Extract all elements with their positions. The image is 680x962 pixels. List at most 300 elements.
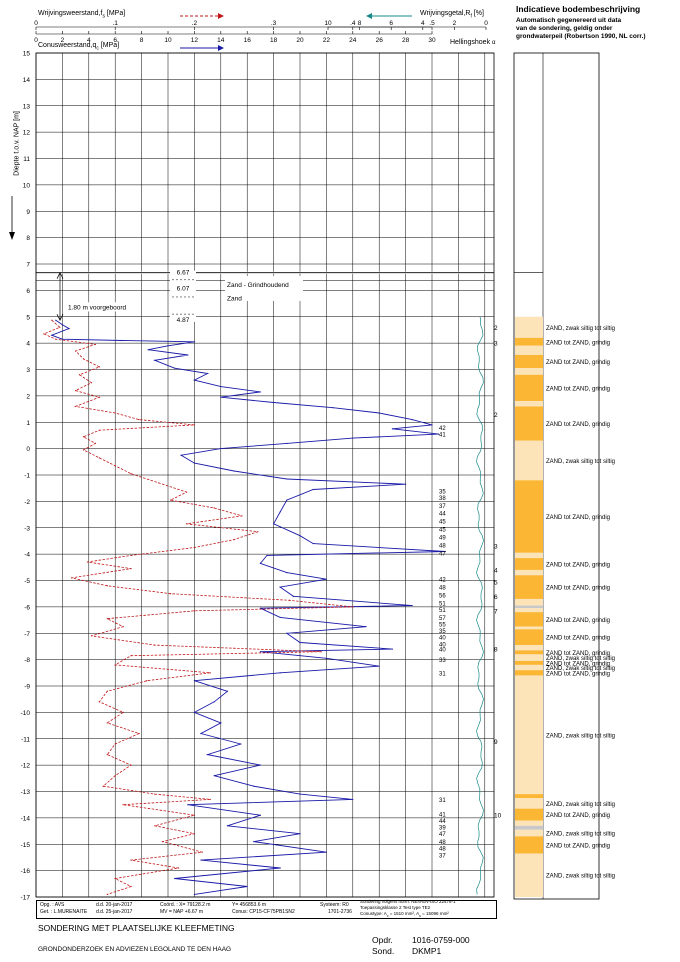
friction-point xyxy=(194,547,195,548)
cone-point xyxy=(286,443,287,444)
friction-axis-title: $Wrijvingsweerstand,f_s$ [MPa] xyxy=(38,10,126,20)
cone-point xyxy=(280,617,281,618)
soil-layer-label: ZAND tot ZAND, grindig xyxy=(546,650,611,657)
friction-point xyxy=(51,320,52,321)
cone-point xyxy=(293,596,294,597)
friction-tick-label: .1 xyxy=(112,20,118,27)
depth-tick-label: -16 xyxy=(20,868,30,876)
cone-point xyxy=(260,651,261,652)
friction-point xyxy=(214,507,215,508)
cone-tick-label: 30 xyxy=(428,37,436,44)
cone-point xyxy=(352,799,353,800)
soil-layer-label: ZAND tot ZAND, grindig xyxy=(546,360,611,367)
soil-layer-silt xyxy=(515,553,543,558)
inclination-label: 7 xyxy=(494,608,498,616)
friction-point xyxy=(83,449,84,450)
friction-point xyxy=(107,691,108,692)
clipped-value-label: 35 xyxy=(439,629,446,636)
cone-point xyxy=(194,680,195,681)
depth-axis-label: Diepte t.o.v. NAP [m] xyxy=(13,111,21,176)
soil-layer-sand xyxy=(515,629,543,645)
cone-point xyxy=(220,397,221,398)
friction-point xyxy=(178,867,179,868)
friction-tick-label: .3 xyxy=(270,20,277,27)
friction-point xyxy=(130,859,131,860)
footer-coord: Coörd. : X= 79128.2 m xyxy=(160,902,211,908)
friction-point xyxy=(59,327,60,328)
friction-point xyxy=(75,406,76,407)
depth-tick-label: 5 xyxy=(26,314,30,322)
sond-value: DKMP1 xyxy=(412,946,442,956)
clipped-value-label: 56 xyxy=(439,593,446,600)
cone-point xyxy=(260,765,261,766)
cone-tick-label: 0 xyxy=(34,37,38,44)
depth-tick-label: 3 xyxy=(26,367,30,374)
friction-point xyxy=(352,606,353,607)
clipped-value-label: 55 xyxy=(439,622,446,629)
norm-as-sub: s xyxy=(419,913,421,918)
cone-point xyxy=(299,833,300,834)
alpha-symbol: α xyxy=(492,40,496,46)
friction-point xyxy=(99,430,100,431)
clipped-value-label: 40 xyxy=(439,647,446,654)
cone-point xyxy=(286,478,287,479)
friction-tick-label: .4 xyxy=(350,20,356,27)
soil-layer-sand xyxy=(515,794,543,798)
cone-point xyxy=(379,412,380,413)
predrill-label: 1.80 m voorgeboord xyxy=(68,304,127,312)
ratio-tick-label: 0 xyxy=(484,20,488,27)
cone-point xyxy=(412,419,413,420)
clipped-value-label: 48 xyxy=(439,840,446,847)
depth-tick-label: -8 xyxy=(24,657,30,665)
depth-arrow-head xyxy=(9,232,15,240)
ratio-tick-label: 4 xyxy=(420,20,425,27)
inclination-label: 3 xyxy=(494,543,498,551)
soil-layer-silt xyxy=(515,401,543,406)
cone-point xyxy=(260,608,261,609)
friction-point xyxy=(130,765,131,766)
clipped-value-label: 48 xyxy=(439,846,446,853)
friction-point xyxy=(186,492,187,493)
inclination-label: 2 xyxy=(494,324,498,332)
cone-point xyxy=(392,648,393,649)
friction-point xyxy=(257,531,258,532)
friction-point xyxy=(202,852,203,853)
friction-point xyxy=(55,339,56,340)
friction-point xyxy=(210,799,211,800)
footer-conus: Conus: CP15-CF75PB1SN2 xyxy=(232,909,295,915)
soil-layer-silt xyxy=(515,346,543,355)
friction-point xyxy=(87,561,88,562)
cone-point xyxy=(187,804,188,805)
friction-point xyxy=(123,626,124,627)
footer-systeem: Systeem: R0 xyxy=(320,902,349,908)
level-label-low: 4.87 xyxy=(176,317,190,325)
clipped-value-label: 37 xyxy=(439,853,446,860)
friction-point xyxy=(123,712,124,713)
soil-layer-label: ZAND tot ZAND, grindig xyxy=(546,843,611,850)
depth-tick-label: 13 xyxy=(22,103,30,111)
clipped-value-label: 41 xyxy=(439,432,446,439)
clipped-value-label: 44 xyxy=(439,511,446,518)
friction-point xyxy=(103,786,104,787)
friction-point xyxy=(186,523,187,524)
friction-point xyxy=(194,833,195,834)
clipped-value-label: 45 xyxy=(439,519,446,526)
cone-point xyxy=(299,642,300,643)
friction-point xyxy=(99,457,100,458)
clipped-value-label: 33 xyxy=(439,658,446,665)
cone-point xyxy=(181,455,182,456)
footer-dd2: d.d. 25-jan-2017 xyxy=(96,909,133,915)
cone-point xyxy=(214,775,215,776)
inclination-label: 6 xyxy=(494,593,498,601)
friction-point xyxy=(115,878,116,879)
soil-layer-silt xyxy=(515,830,543,837)
cone-point xyxy=(174,878,175,879)
footer-norm1: Sondering volgens norm: NEN-EN-ISO 22476-1 xyxy=(360,899,456,904)
cone-point xyxy=(280,867,281,868)
clipped-value-label: 40 xyxy=(439,635,446,642)
cone-point xyxy=(286,633,287,634)
depth-tick-label: 6 xyxy=(26,287,30,295)
friction-tick-label: .5 xyxy=(429,20,435,27)
friction-tick-label: 0 xyxy=(34,20,38,27)
cone-sub: c xyxy=(96,45,99,52)
friction-point xyxy=(99,397,100,398)
cone-tick-label: 2 xyxy=(60,37,65,44)
depth-tick-label: -4 xyxy=(24,551,30,559)
cone-point xyxy=(280,511,281,512)
cone-point xyxy=(379,666,380,667)
cone-point xyxy=(62,339,63,340)
cone-point xyxy=(240,743,241,744)
friction-point xyxy=(91,635,92,636)
soil-layer-silt xyxy=(515,317,543,338)
cone-tick-label: 18 xyxy=(269,37,278,44)
ratio-tick-label: 6 xyxy=(389,20,394,27)
clipped-value-label: 51 xyxy=(439,601,446,608)
friction-point xyxy=(194,610,195,611)
depth-tick-label: 2 xyxy=(26,393,30,401)
soil-layer-label: ZAND tot ZAND, grindig xyxy=(546,562,611,569)
cone-point xyxy=(405,484,406,485)
friction-point xyxy=(154,794,155,795)
friction-sub: s xyxy=(102,13,105,20)
cone-point xyxy=(286,572,287,573)
inclination-label: 9 xyxy=(494,738,498,746)
cone-point xyxy=(227,691,228,692)
cone-tick-label: 22 xyxy=(322,37,331,44)
report-title: SONDERING MET PLAATSELIJKE KLEEFMETING xyxy=(38,923,235,933)
soil-layer-label: ZAND tot ZAND, grindig xyxy=(546,813,611,820)
cone-point xyxy=(62,324,63,325)
friction-point xyxy=(75,350,76,351)
depth-tick-label: -7 xyxy=(24,630,30,638)
level-label-top: 6.67 xyxy=(176,269,190,277)
cone-point xyxy=(200,733,201,734)
friction-point xyxy=(115,465,116,466)
friction-point xyxy=(107,722,108,723)
inclination-label: 4 xyxy=(494,567,498,575)
clipped-value-label: 48 xyxy=(439,585,446,592)
clipped-value-label: 57 xyxy=(439,615,446,622)
cone-point xyxy=(260,563,261,564)
depth-tick-label: 4 xyxy=(26,340,30,348)
cone-tick-label: 24 xyxy=(349,37,357,44)
cone-point xyxy=(392,428,393,429)
inclination-axis-title: Hellingshoek α xyxy=(450,39,496,46)
clipped-value-label: 42 xyxy=(439,426,446,433)
cone-point xyxy=(187,354,188,355)
soil-layer-label: ZAND tot ZAND, grindig xyxy=(546,422,611,429)
cone-point xyxy=(326,852,327,853)
soil-layer-sand xyxy=(515,575,543,599)
soil-layer-silt xyxy=(515,645,543,650)
cone-point xyxy=(286,499,287,500)
soil-layer-silt xyxy=(515,627,543,630)
sond-label: Sond. xyxy=(372,946,395,956)
inclination-label: 8 xyxy=(494,646,498,654)
zand-grind-label: Zand - Grindhoudend xyxy=(227,282,289,290)
opdr-value: 1016-0759-000 xyxy=(412,935,470,945)
soil-layer-label: ZAND, zwak siltig tot siltig xyxy=(546,458,616,465)
soil-layer-silt xyxy=(515,441,543,481)
clipped-value-label: 42 xyxy=(439,577,446,584)
soil-layer-clay xyxy=(515,606,543,609)
soil-layer-label: ZAND, zwak siltig tot siltig xyxy=(546,325,616,332)
depth-tick-label: -5 xyxy=(24,578,30,585)
soil-layer-label: ZAND tot ZAND, grindig xyxy=(546,617,611,624)
depth-tick-label: 0 xyxy=(26,446,30,454)
friction-point xyxy=(138,733,139,734)
cone-tick-label: 26 xyxy=(375,37,383,44)
friction-point xyxy=(75,390,76,391)
friction-point xyxy=(170,499,171,500)
friction-point xyxy=(99,701,100,702)
friction-point xyxy=(83,358,84,359)
friction-point xyxy=(107,754,108,755)
friction-point xyxy=(107,585,108,586)
clipped-value-label: 45 xyxy=(439,527,446,534)
ratio-tick-label: 10 xyxy=(324,20,332,27)
cone-point xyxy=(352,437,353,438)
clipped-value-label: 41 xyxy=(439,812,446,819)
depth-tick-label: 14 xyxy=(22,76,30,84)
cone-tick-label: 14 xyxy=(217,37,225,44)
friction-point xyxy=(115,412,116,413)
soil-layer-label: ZAND tot ZAND, grindig xyxy=(546,635,611,642)
level-label-mid: 6.07 xyxy=(176,285,190,293)
depth-tick-label: -15 xyxy=(20,841,30,849)
ratio-axis-title: $Wrijvingsgetal,R_f$ [%] xyxy=(420,10,484,20)
friction-point xyxy=(194,815,195,816)
friction-point xyxy=(130,568,131,569)
cone-point xyxy=(280,586,281,587)
soil-layer-silt xyxy=(515,675,543,794)
cone-point xyxy=(194,894,195,895)
legend-line-2: van de sondering, geldig onder xyxy=(516,25,613,32)
cone-point xyxy=(154,360,155,361)
depth-tick-label: -13 xyxy=(20,789,30,796)
cone-point xyxy=(313,489,314,490)
friction-point xyxy=(91,382,92,383)
cone-resistance-line xyxy=(52,320,445,894)
soil-layer-label: ZAND, zwak siltig tot siltig xyxy=(546,831,616,838)
depth-tick-label: 9 xyxy=(26,208,30,216)
friction-point xyxy=(107,618,108,619)
friction-point xyxy=(233,539,234,540)
inclination-line xyxy=(477,317,484,895)
cone-point xyxy=(194,712,195,713)
clipped-value-label: 48 xyxy=(439,543,446,550)
depth-tick-label: -9 xyxy=(24,683,30,691)
cone-point xyxy=(194,379,195,380)
clipped-value-label: 51 xyxy=(439,608,446,615)
cone-point xyxy=(431,424,432,425)
cone-tick-label: 4 xyxy=(86,37,91,44)
soil-layer-silt xyxy=(515,570,543,575)
cone-point xyxy=(280,672,281,673)
cone-point xyxy=(167,345,168,346)
cone-tick-label: 28 xyxy=(401,37,410,44)
footer-dd1: d.d. 20-jan-2017 xyxy=(96,902,133,908)
depth-tick-label: -12 xyxy=(20,762,30,770)
soil-layer-label: ZAND, zwak siltig tot siltig xyxy=(546,873,616,880)
cone-point xyxy=(273,402,274,403)
cone-point xyxy=(207,373,208,374)
clipped-value-label: 37 xyxy=(439,503,446,510)
cone-tick-label: 6 xyxy=(113,37,118,44)
friction-point xyxy=(241,515,242,516)
footer-get: Get. : L.MURENAITE xyxy=(40,909,88,915)
depth-tick-label: -6 xyxy=(24,604,30,612)
opdr-label: Opdr. xyxy=(372,935,393,945)
cone-point xyxy=(220,448,221,449)
friction-unit: [MPa] xyxy=(106,10,126,17)
soil-layer-sand xyxy=(515,338,543,346)
cone-point xyxy=(266,555,267,556)
friction-point xyxy=(130,555,131,556)
inclination-label: 3 xyxy=(494,340,498,348)
cone-point xyxy=(220,722,221,723)
cone-unit: [MPa] xyxy=(100,42,120,49)
cone-point xyxy=(253,786,254,787)
soil-layer-silt xyxy=(515,608,543,612)
inclination-label: 5 xyxy=(494,579,498,587)
cone-point xyxy=(220,386,221,387)
friction-point xyxy=(130,473,131,474)
cone-point xyxy=(260,391,261,392)
friction-point xyxy=(162,841,163,842)
soil-layer-label: ZAND tot ZAND, grindig xyxy=(546,515,611,522)
footer-opg: Opg. : AVS xyxy=(40,902,65,908)
legend-title: Indicatieve bodembeschrijving xyxy=(516,4,641,14)
friction-point xyxy=(83,436,84,437)
friction-point xyxy=(154,645,155,646)
cone-tick-label: 20 xyxy=(296,37,304,44)
norm-ac-sub: c xyxy=(386,913,389,918)
depth-tick-label: 1 xyxy=(26,419,30,427)
cone-point xyxy=(247,886,248,887)
friction-point xyxy=(321,651,322,652)
soil-layer-sand xyxy=(515,375,543,401)
depth-tick-label: 15 xyxy=(22,50,30,58)
depth-tick-label: -11 xyxy=(21,736,30,744)
friction-point xyxy=(107,894,108,895)
depth-tick-label: 11 xyxy=(23,156,30,163)
cone-point xyxy=(326,658,327,659)
zand-label: Zand xyxy=(227,295,242,303)
friction-point xyxy=(79,374,80,375)
soil-layer-sand xyxy=(515,650,543,654)
friction-point xyxy=(138,419,139,420)
soil-layer-label: ZAND, zwak siltig tot siltig xyxy=(546,801,616,808)
footer-y: Y= 456853.6 m xyxy=(232,902,267,908)
soil-layer-sand xyxy=(515,809,543,821)
soil-layer-sand xyxy=(515,661,543,665)
soil-layer-label: ZAND tot ZAND, grindig xyxy=(546,661,611,668)
friction-point xyxy=(123,804,124,805)
clipped-value-label: 38 xyxy=(439,495,446,502)
friction-point xyxy=(154,825,155,826)
depth-tick-label: -17 xyxy=(20,894,30,902)
footer-conus-nr: 1701-2736 xyxy=(328,909,352,915)
friction-point xyxy=(158,482,159,483)
cone-point xyxy=(68,328,69,329)
cone-point xyxy=(121,340,122,341)
cone-point xyxy=(214,701,215,702)
friction-point xyxy=(210,672,211,673)
friction-point xyxy=(130,886,131,887)
soil-layer-sand xyxy=(515,480,543,553)
cone-point xyxy=(299,794,300,795)
clipped-value-label: 49 xyxy=(439,535,446,542)
friction-point xyxy=(95,344,96,345)
friction-point xyxy=(194,424,195,425)
friction-point xyxy=(130,655,131,656)
clipped-value-label: 31 xyxy=(439,671,446,678)
depth-tick-label: 12 xyxy=(22,129,30,137)
depth-tick-label: 7 xyxy=(26,261,30,269)
soil-layer-label: ZAND tot ZAND, grindig xyxy=(546,671,611,678)
soil-layer-silt xyxy=(515,368,543,375)
cone-point xyxy=(313,543,314,544)
inclination-label: 2 xyxy=(494,411,498,419)
cone-point xyxy=(253,841,254,842)
depth-tick-label: 10 xyxy=(22,182,30,190)
soil-layer-silt xyxy=(515,821,543,826)
clipped-value-label: 35 xyxy=(439,489,446,496)
friction-point xyxy=(170,593,171,594)
footer-norm3: Conustype: $A_c = 1510$ mm², $A_s = 15096$ mm² xyxy=(360,911,449,918)
friction-point xyxy=(95,443,96,444)
friction-tick-label: .2 xyxy=(191,20,198,27)
cone-point xyxy=(412,605,413,606)
soil-layer-clay xyxy=(515,826,543,830)
soil-layer-silt xyxy=(515,599,543,606)
soil-layer-silt xyxy=(515,654,543,661)
cone-point xyxy=(194,463,195,464)
friction-point xyxy=(115,664,116,665)
soil-layer-sand xyxy=(515,612,543,627)
cone-point xyxy=(326,579,327,580)
soil-layer-sand xyxy=(515,406,543,440)
friction-point xyxy=(115,743,116,744)
cone-point xyxy=(51,335,52,336)
depth-tick-label: 8 xyxy=(26,235,30,243)
